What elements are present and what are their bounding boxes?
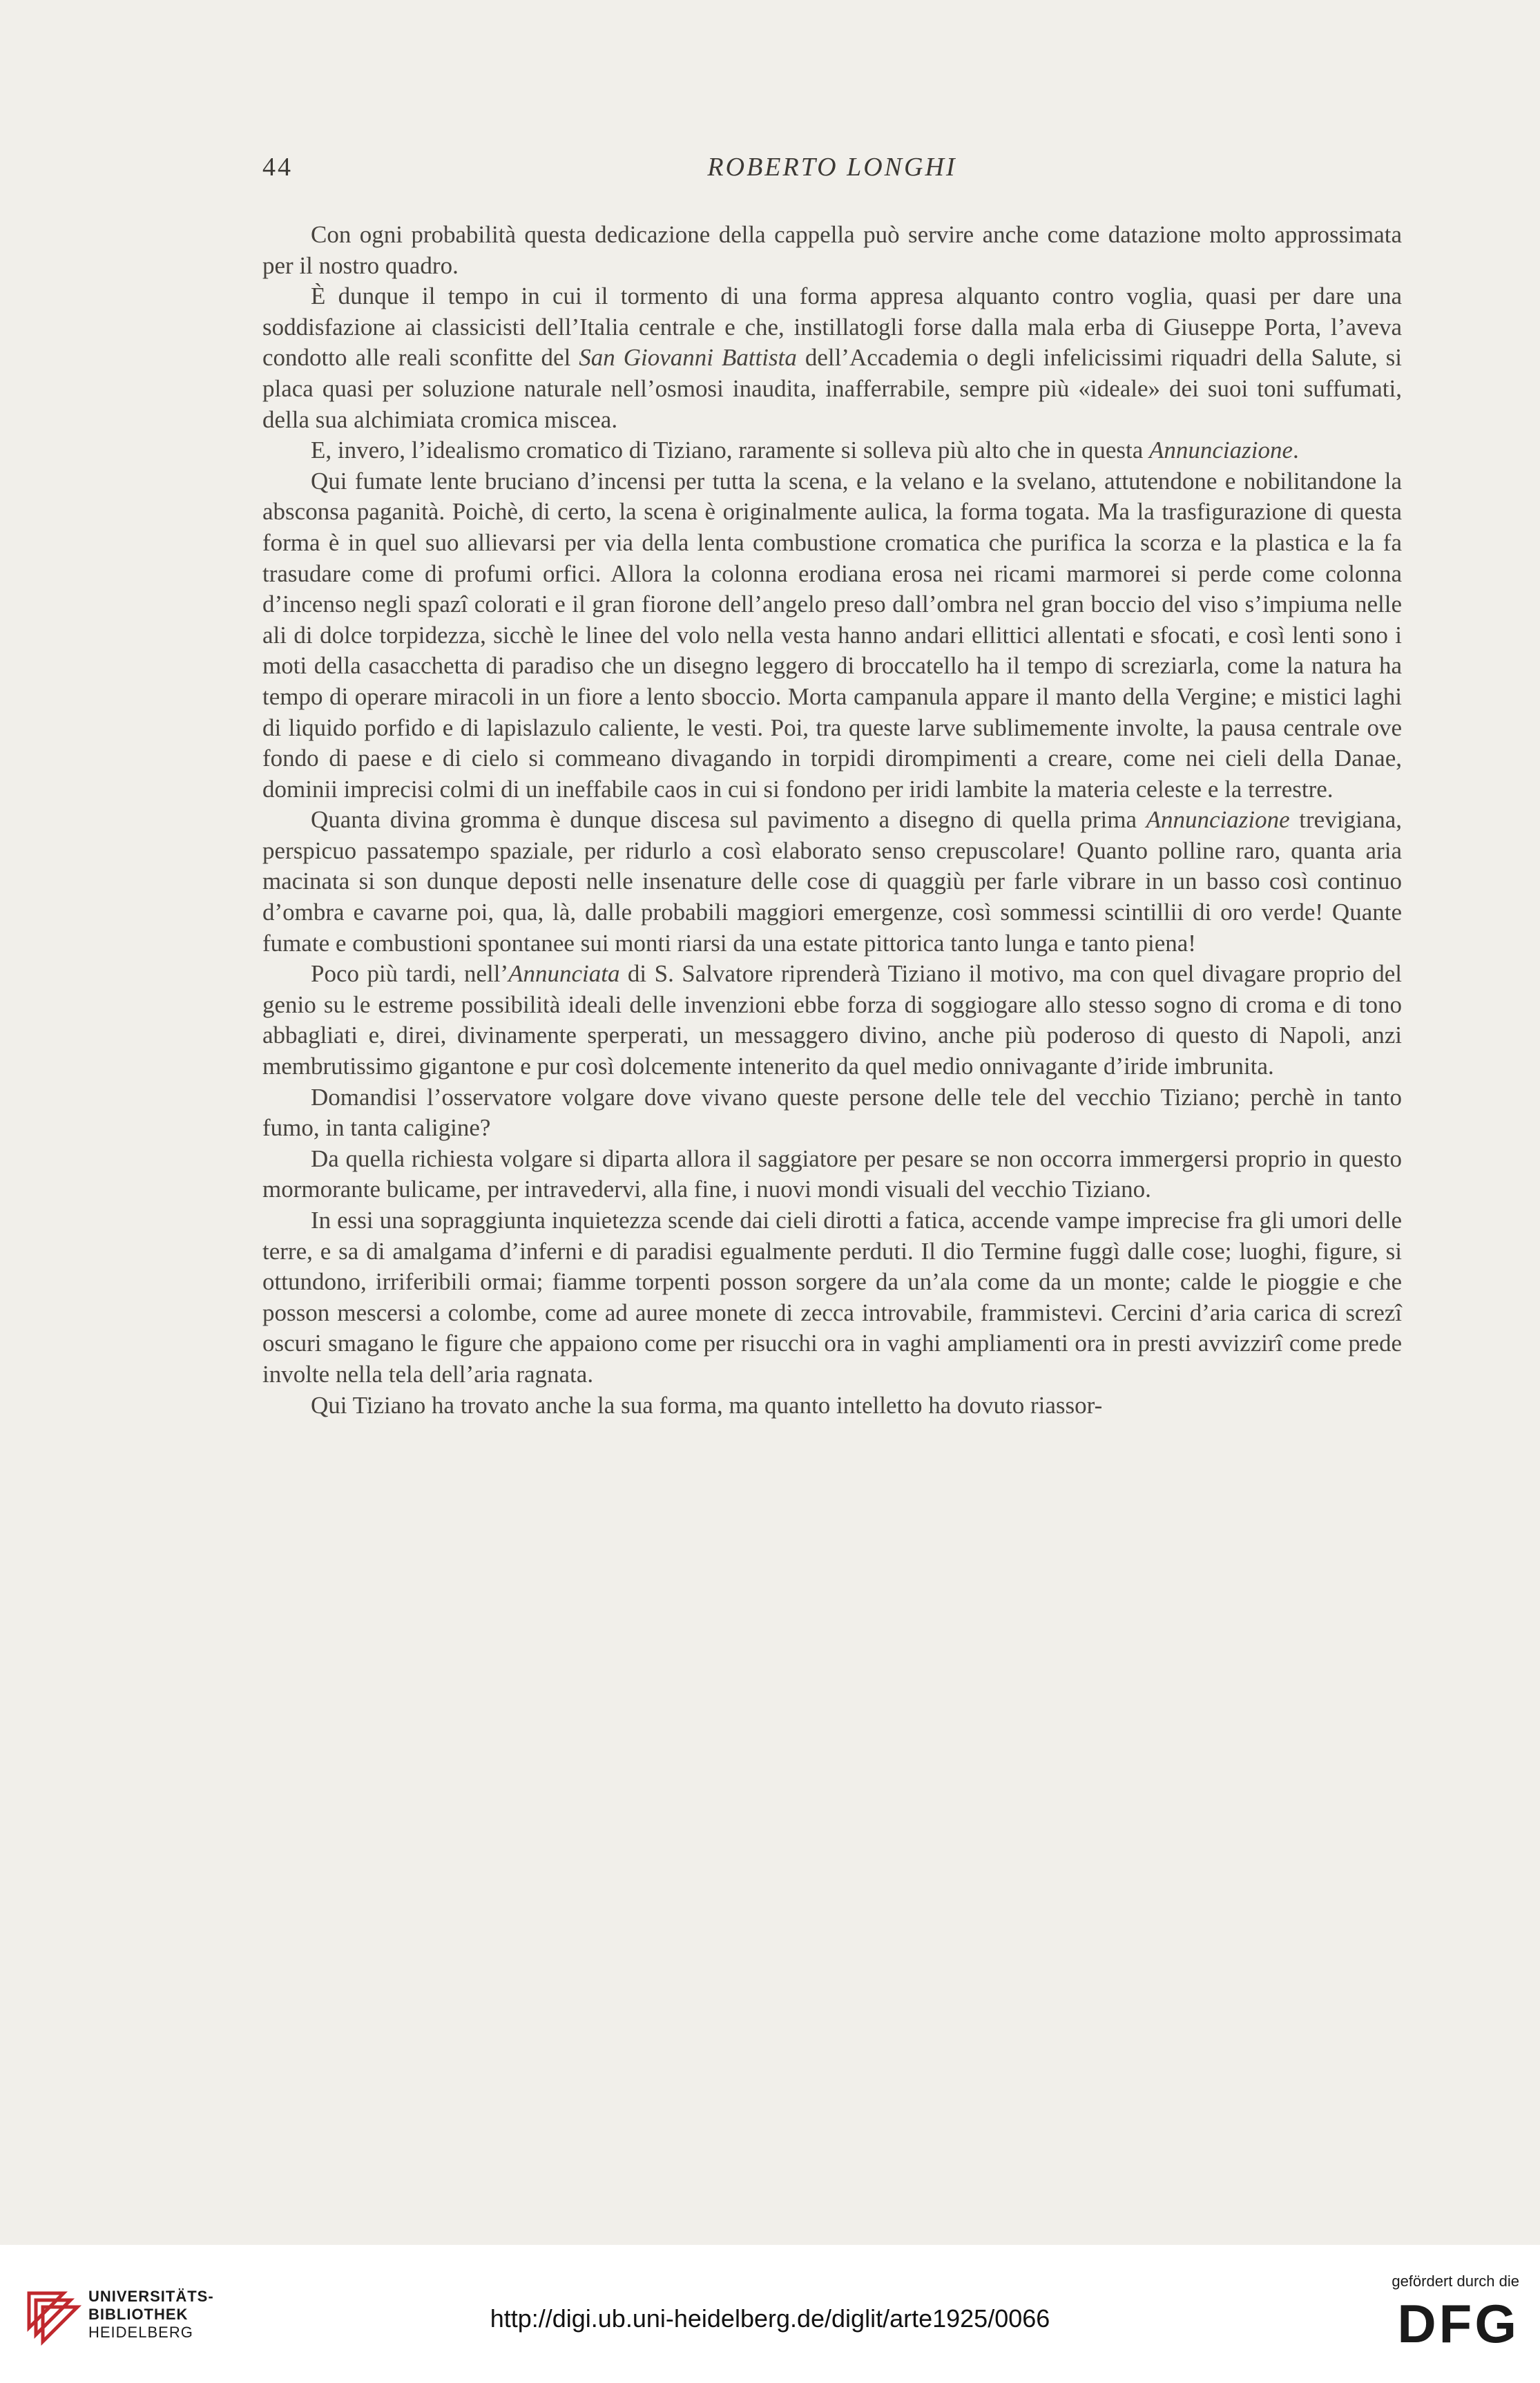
footer-bar (0, 2245, 1540, 2383)
dfg-logo: DFG (1397, 2293, 1519, 2354)
paragraph: Quanta divina gromma è dunque discesa sul pavimento a disegno di quella prima Annunciazione trevigiana, perspicuo passatempo spaziale, per ridurlo a così elaborato senso crepuscolare! Quanto polline raro, quanta aria macinata si son dunque deposti nelle insenature delle cose di quaggiù per farle vibrare in un basso così continuo d’ombra e cavarne poi, qua, là, dalle probabili maggiori emergenze, così sommessi scintillii di oro verde! Quante fumate e combustioni spontanee sui monti riarsi da una estate pittorica tanto lunga e tanto piena! (262, 806, 1402, 957)
paragraph: Qui Tiziano ha trovato anche la sua forma, ma quanto intelletto ha dovuto riassor- (311, 1391, 1103, 1419)
sponsor-text: gefördert durch die (1392, 2272, 1519, 2290)
paragraph: Da quella richiesta volgare si diparta allora il saggiatore per pesare se non occorra immergersi proprio in questo mormorante bulicame, per intravedervi, alla fine, i nuovi mondi visuali del vecchio Tiziano. (262, 1145, 1402, 1203)
library-name-line: UNIVERSITÄTS- (88, 2288, 214, 2305)
page-number: 44 (262, 153, 293, 182)
running-head: ROBERTO LONGHI (707, 153, 957, 182)
paragraph: Domandisi l’osservatore volgare dove vivano queste persone delle tele del vecchio Tiziano; perchè in tanto fumo, in tanta caligine? (262, 1083, 1402, 1142)
library-name-line: HEIDELBERG (88, 2324, 193, 2341)
library-name-line: BIBLIOTHEK (88, 2306, 189, 2323)
paragraph: Con ogni probabilità questa dedicazione della cappella può servire anche come datazione molto approssimata per il nostro quadro. (262, 221, 1402, 279)
sponsor-credit (1298, 2272, 1519, 2354)
paragraph: In essi una sopraggiunta inquietezza scende dai cieli dirotti a fatica, accende vampe imprecise fra gli umori delle terre, e sa di amalgama d’inferni e di paradisi egualmente perduti. Il dio Termine fuggì dalle cose; luoghi, figure, si ottundono, irriferibili ormai; fiamme torpenti posson sorgere da un’ala come da un monte; calde le pioggie e che posson mescersi a colombe, come ad auree monete di zecca introvabile, frammistevi. Cercini d’aria carica di screzî oscuri smagano le figure che appaiono come per risucchi ora in vaghi ampliamenti ora in presti avvizzirî come prede involte nella tela dell’aria ragnata. (262, 1207, 1402, 1388)
page-header (262, 152, 1402, 193)
paragraph: Poco più tardi, nell’Annunciata di S. Salvatore riprenderà Tiziano il motivo, ma con quel divagare proprio del genio su le estreme possibilità ideali delle invenzioni ebbe forza di soggiogare allo stesso sogno di croma e di tono abbagliati e, direi, divinamente sperperati, un messaggero divino, anche più poderoso di questo di Napoli, anzi membrutissimo gigantone e pur così dolcemente intenerito da quel medio onnivagante d’iride imbrunita. (262, 960, 1402, 1080)
paragraph: Qui fumate lente bruciano d’incensi per tutta la scena, e la velano e la svelano, attutendone e nobilitandone la absconsa paganità. Poichè, di certo, la scena è originalmente aulica, la forma togata. Ma la trasfigurazione di questa forma è in quel suo allievarsi per via della lenta combustione cromatica che purifica la scorza e la plastica e la fa trasudare come di profumi orfici. Allora la colonna erodiana erosa nei ricami marmorei si perde come colonna d’incenso negli spazî colorati e il gran fiorone dell’angelo preso dall’ombra nel gran boccio del viso s’impiuma nelle ali di dolce torpidezza, sicchè le linee del volo nella vesta hanno andari ellittici allentati e sfocati, e così lenti sono i moti della casacchetta di paradiso che un disegno leggero di broccatello ha il tempo di screziarla, come la natura ha tempo di operare miracoli in un fiore a lento sboccio. Morta campanula appare il manto della Vergine; e mistici laghi di liquido porfido e di lapislazulo caliente, le vesti. Poi, tra queste larve sublimemente involte, la pausa centrale ove fondo di paese e di cielo si commeano divagando in torpidi dirompimenti a creare, come nei cieli della Danae, dominii imprecisi colmi di un ineffabile caos in cui si fondono per iridi lambite la materia celeste e la terrestre. (262, 467, 1402, 803)
paragraph: E, invero, l’idealismo cromatico di Tiziano, raramente si solleva più alto che in questa Annunciazione. (311, 437, 1299, 464)
body-text (262, 220, 1402, 1421)
permalink-link[interactable]: http://digi.ub.uni-heidelberg.de/diglit/arte1925/0066 (490, 2304, 1050, 2333)
paragraph: È dunque il tempo in cui il tormento di una forma appresa alquanto contro voglia, quasi per dare una soddisfazione ai classicisti dell’Italia centrale e che, instillatogli forse dalla mala erba di Giuseppe Porta, l’aveva condotto alle reali sconfitte del San Giovanni Battista dell’Accademia o degli infelicissimi riquadri della Salute, si placa quasi per soluzione naturale nell’osmosi inaudita, inafferrabile, sempre più «ideale» dei suoi toni suffumati, della sua alchimiata cromica miscea. (262, 283, 1403, 433)
